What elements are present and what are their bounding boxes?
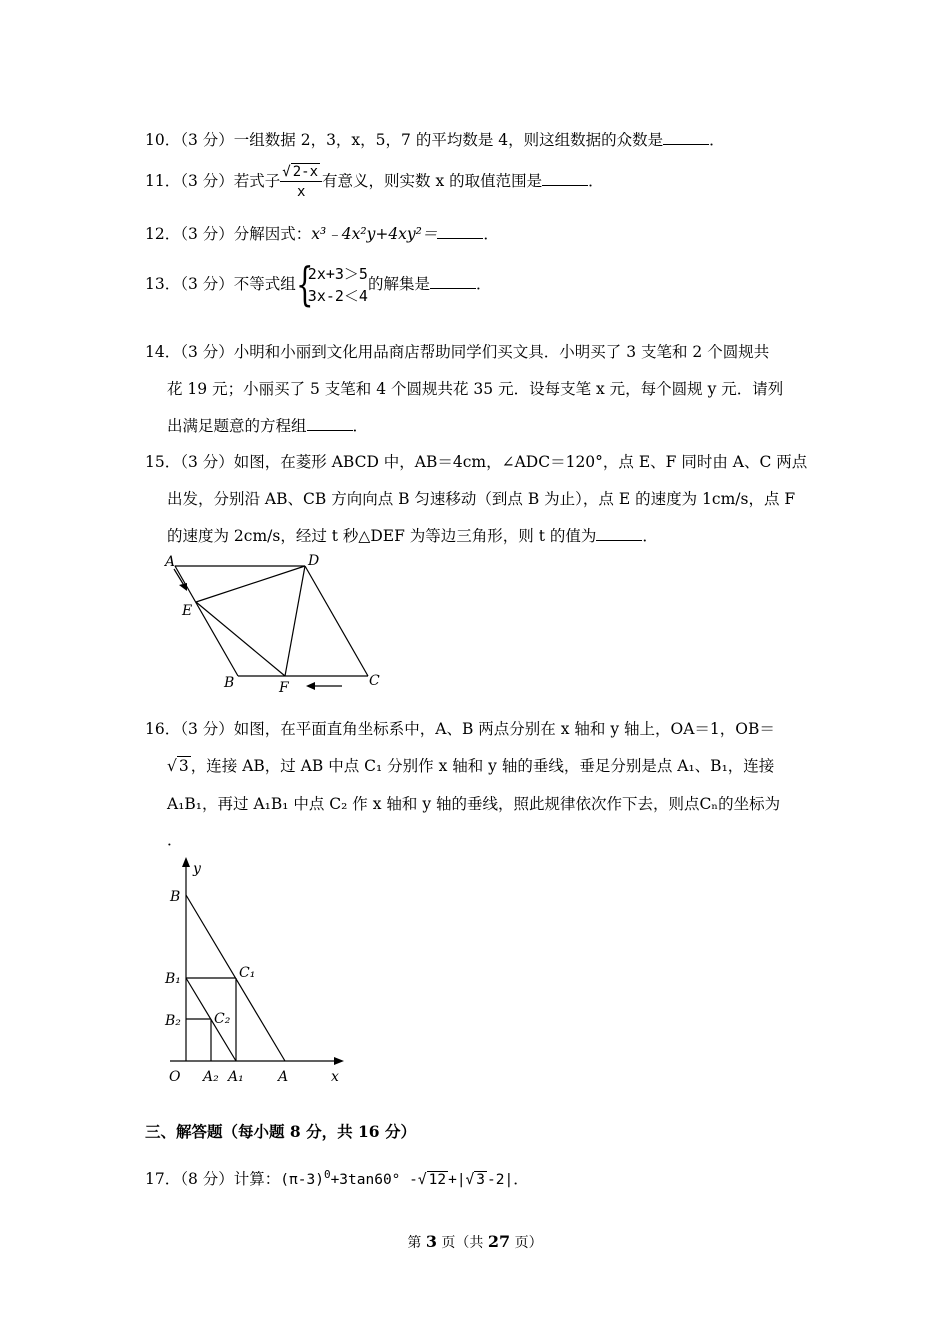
- question-14: 14．（3 分）小明和小丽到文化用品商店帮助同学们买文具．小明买了 3 支笔和 2 个圆规共: [145, 343, 770, 361]
- label-a: A: [165, 554, 176, 570]
- label-o: O: [169, 1069, 181, 1085]
- edge-dc: [305, 566, 368, 676]
- inequality-system: { 2x+3＞5 3x-2＜4: [295, 257, 368, 311]
- question-14-line2: 花 19 元；小丽买了 5 支笔和 4 个圆规共花 35 元．设每支笔 x 元，每个圆规 y 元．请列: [167, 380, 784, 398]
- label-b: B: [170, 889, 181, 905]
- label-f: F: [279, 680, 289, 696]
- label-c1: C₁: [239, 965, 256, 981]
- segment-ed: [196, 566, 305, 602]
- question-17: 17．（8 分）计算：$(\pi-3)^0+3\tan 60^\circ$ -√ 12 +|√ 3 -2|．: [145, 1167, 529, 1188]
- fraction: $\frac{√ 2-x}{x}$: [280, 165, 322, 199]
- question-14-line3: 出满足题意的方程组 ．: [167, 417, 369, 435]
- question-16-line2: √ 3 ，连接 AB，过 AB 中点 C₁ 分别作 x 轴和 y 轴的垂线，垂足分别是点 A₁、B₁，连接: [167, 757, 775, 775]
- question-15-line3: 的速度为 2cm/s，经过 t 秒△DEF 为等边三角形，则 t 的值为 ．: [167, 527, 658, 545]
- label-e: E: [182, 603, 193, 619]
- label-c: C: [369, 673, 380, 689]
- rhombus-figure: [160, 553, 390, 698]
- answer-blank: [437, 226, 483, 239]
- edge-ab: [175, 566, 238, 676]
- question-11: 11．（3 分）若式子 $\frac{√ 2-x}{x}$ 有意义，则实数 x 的取值范围是 ．: [145, 164, 604, 200]
- answer-blank: [430, 276, 476, 289]
- label-b: B: [224, 675, 235, 691]
- segment-fd: [285, 566, 305, 676]
- label-x: x: [331, 1069, 339, 1085]
- answer-blank: [663, 132, 709, 145]
- coordinate-figure: [160, 855, 360, 1090]
- question-10: 10．（3 分）一组数据 2，3，x，5，7 的平均数是 4，则这组数据的众数是 ．: [145, 131, 725, 149]
- question-15: 15．（3 分）如图，在菱形 ABCD 中，AB＝4cm，∠ADC＝120°，点 E、F 同时由 A、C 两点: [145, 453, 808, 471]
- page-total: 27: [487, 1232, 511, 1251]
- question-13: 13．（3 分）不等式组 { 2x+3＞5 3x-2＜4 的解集是 ．: [145, 257, 492, 311]
- label-d: D: [308, 553, 320, 569]
- label-a1: A₁: [228, 1069, 244, 1085]
- label-a: A: [278, 1069, 289, 1085]
- segment-ef: [196, 602, 285, 676]
- page-footer: 第 3 页（共 27 页）: [407, 1232, 543, 1251]
- label-c2: C₂: [214, 1011, 231, 1027]
- label-a2: A₂: [203, 1069, 219, 1085]
- label-b1: B₁: [165, 971, 181, 987]
- question-16-line3: A₁B₁，再过 A₁B₁ 中点 C₂ 作 x 轴和 y 轴的垂线，照此规律依次作下去，则点Cₙ的坐标为: [167, 795, 781, 813]
- section-heading: 三、解答题（每小题 8 分，共 16 分）: [145, 1122, 416, 1141]
- answer-blank: [307, 418, 353, 431]
- question-16: 16．（3 分）如图，在平面直角坐标系中，A、B 两点分别在 x 轴和 y 轴上，OA＝1，OB＝: [145, 720, 775, 738]
- answer-blank: [542, 173, 588, 186]
- answer-blank: [596, 528, 642, 541]
- question-12: 12．（3 分）分解因式：x³﹣4x²y+4xy²＝ ．: [145, 225, 499, 243]
- question-16-line4: ．: [167, 831, 183, 849]
- label-y: y: [193, 861, 201, 877]
- label-b2: B₂: [165, 1013, 181, 1029]
- question-15-line2: 出发，分别沿 AB、CB 方向向点 B 匀速移动（到点 B 为止），点 E 的速度为 1cm/s，点 F: [167, 490, 796, 508]
- page-number: 3: [425, 1232, 437, 1251]
